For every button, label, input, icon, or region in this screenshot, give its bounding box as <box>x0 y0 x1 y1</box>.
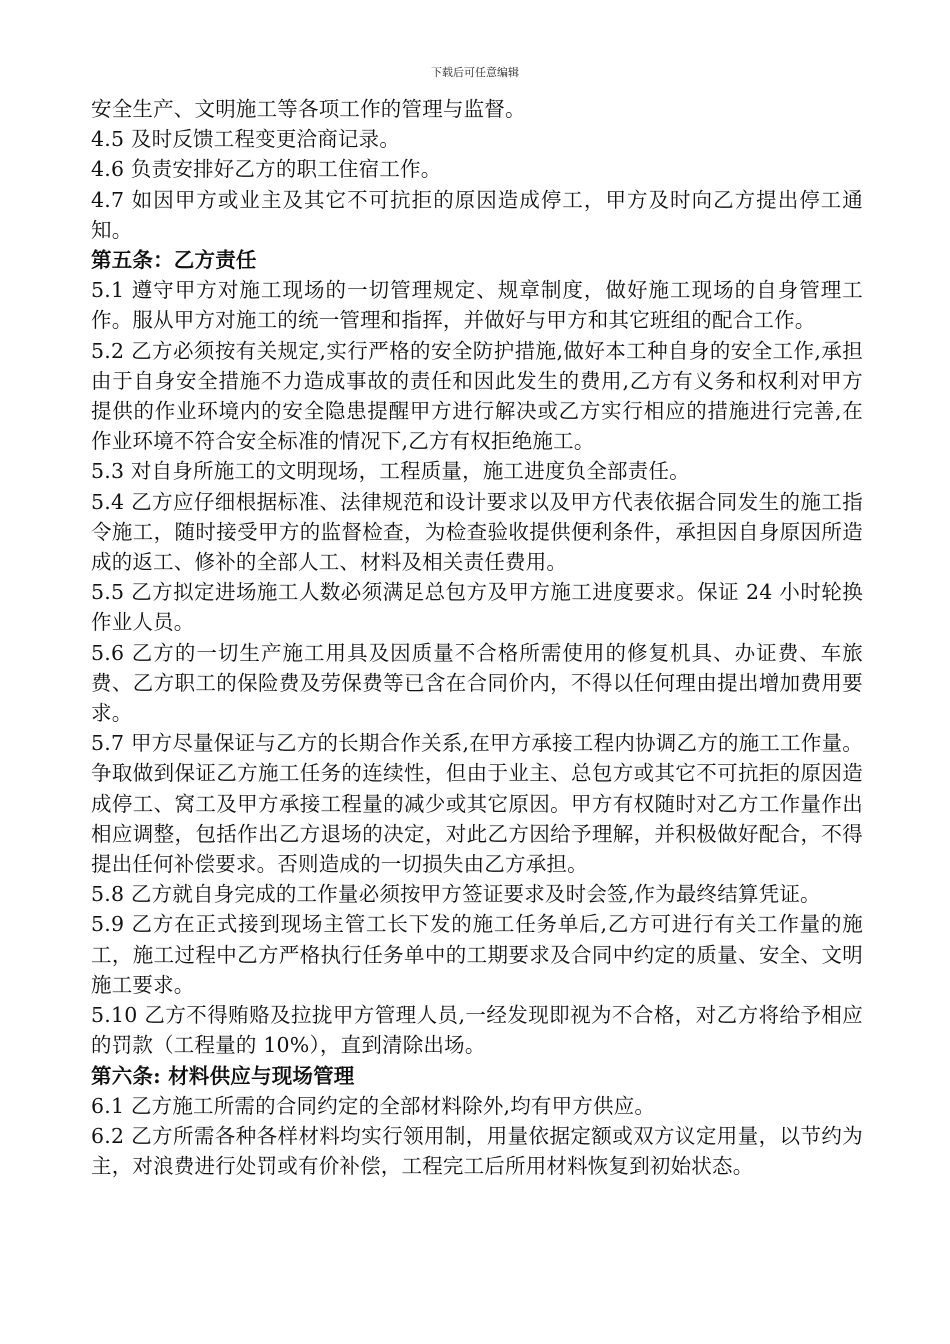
clause-5-7: 5.7 甲方尽量保证与乙方的长期合作关系,在甲方承接工程内协调乙方的施工工作量。争取做到保证乙方施工任务的连续性，但由于业主、总包方或其它不可抗拒的原因造成停工、窝工及甲方承接工程量的减少或其它原因。甲方有权随时对乙方工作量作出相应调整，包括作出乙方退场的决定，对此乙方因给予理解，并积极做好配合，不得提出任何补偿要求。否则造成的一切损失由乙方承担。 <box>91 731 863 877</box>
clause-4-6: 4.6 负责安排好乙方的职工住宿工作。 <box>91 157 442 182</box>
section-heading-5: 第五条：乙方责任 <box>91 248 257 273</box>
clause-5-6: 5.6 乙方的一切生产施工用具及因质量不合格所需使用的修复机具、办证费、车旅费、乙方职工的保险费及劳保费等已含在合同价内，不得以任何理由提出增加费用要求。 <box>91 640 863 726</box>
clause-4-7: 4.7 如因甲方或业主及其它不可抗拒的原因造成停工，甲方及时向乙方提出停工通知。 <box>91 187 863 242</box>
clause-5-5: 5.5 乙方拟定进场施工人数必须满足总包方及甲方施工进度要求。保证 24 小时轮换作业人员。 <box>91 580 863 635</box>
document-body <box>91 94 863 1181</box>
clause-5-9: 5.9 乙方在正式接到现场主管工长下发的施工任务单后,乙方可进行有关工作量的施工，施工过程中乙方严格执行任务单中的工期要求及合同中约定的质量、安全、文明施工要求。 <box>91 912 863 997</box>
page-header: 下载后可任意编辑 <box>431 66 519 79</box>
clause-5-4: 5.4 乙方应仔细根据标准、法律规范和设计要求以及甲方代表依据合同发生的施工指令施工，随时接受甲方的监督检查，为检查验收提供便利条件，承担因自身原因所造成的返工、修补的全部人工、材料及相关责任费用。 <box>91 489 863 575</box>
section-heading-6: 第六条: 材料供应与现场管理 <box>91 1063 355 1088</box>
clause-4-5: 4.5 及时反馈工程变更洽商记录。 <box>91 127 401 152</box>
clause-5-3: 5.3 对自身所施工的文明现场，工程质量，施工进度负全部责任。 <box>91 459 690 484</box>
clause-6-2: 6.2 乙方所需各种各样材料均实行领用制，用量依据定额或双方议定用量，以节约为主，对浪费进行处罚或有价补偿，工程完工后所用材料恢复到初始状态。 <box>91 1123 863 1179</box>
paragraph: 安全生产、文明施工等各项工作的管理与监督。 <box>91 97 526 121</box>
clause-5-2: 5.2 乙方必须按有关规定,实行严格的安全防护措施,做好本工种自身的安全工作,承担由于自身安全措施不力造成事故的责任和因此发生的费用,乙方有义务和权利对甲方提供的作业环境内的安全隐患提醒甲方进行解决或乙方实行相应的措施进行完善,在作业环境不符合安全标准的情况下,乙方有权拒绝施工。 <box>91 338 863 454</box>
clause-5-8: 5.8 乙方就自身完成的工作量必须按甲方签证要求及时会签,作为最终结算凭证。 <box>91 882 821 907</box>
clause-6-1: 6.1 乙方施工所需的合同约定的全部材料除外,均有甲方供应。 <box>91 1093 656 1118</box>
clause-5-1: 5.1 遵守甲方对施工现场的一切管理规定、规章制度，做好施工现场的自身管理工作。服从甲方对施工的统一管理和指挥，并做好与甲方和其它班组的配合工作。 <box>91 278 863 333</box>
clause-5-10: 5.10 乙方不得贿赂及拉拢甲方管理人员,一经发现即视为不合格，对乙方将给予相应的罚款（工程量的 10%），直到清除出场。 <box>91 1003 863 1058</box>
